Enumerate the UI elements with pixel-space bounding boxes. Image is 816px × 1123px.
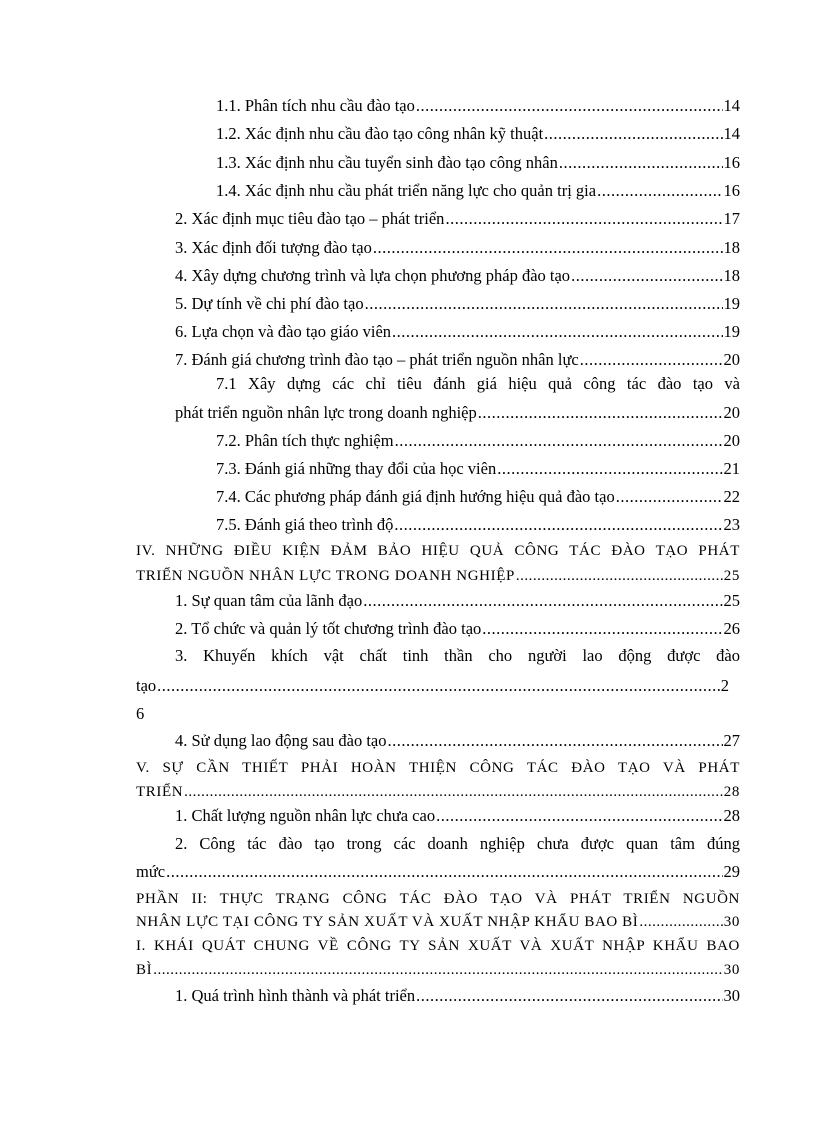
toc-entry-label: BÌ	[136, 962, 153, 978]
dot-leader	[639, 910, 722, 934]
dot-leader	[516, 564, 723, 588]
dot-leader	[153, 958, 723, 982]
toc-page-number: 30	[723, 914, 740, 930]
dot-leader	[166, 860, 722, 884]
toc-entry	[136, 780, 740, 804]
toc-entry	[175, 729, 740, 753]
toc-page-number: 14	[723, 96, 740, 115]
toc-entry-label: 7.2. Phân tích thực nghiệm	[216, 431, 394, 450]
toc-page-number: 16	[723, 153, 740, 172]
toc-entry-label: 7.3. Đánh giá những thay đổi của học viên	[216, 459, 497, 478]
toc-entry-label: 2. Xác định mục tiêu đào tạo – phát triển	[175, 209, 445, 228]
toc-entry-label: 1. Sự quan tâm của lãnh đạo	[175, 591, 363, 610]
toc-entry	[175, 984, 740, 1008]
dot-leader	[365, 292, 723, 316]
toc-entry-first-line: V. SỰ CẦN THIẾT PHẢI HOÀN THIỆN CÔNG TÁC ĐÀO TẠO VÀ PHÁT	[136, 760, 740, 776]
toc-page-number: 19	[723, 322, 740, 341]
toc-entry-label: phát triển nguồn nhân lực trong doanh nghiệp	[175, 403, 477, 422]
toc-page-number: 22	[723, 487, 740, 506]
toc-entry-label: 7. Đánh giá chương trình đào tạo – phát triển nguồn nhân lực	[175, 350, 579, 369]
dot-leader	[388, 729, 723, 753]
dot-leader	[497, 457, 722, 481]
dot-leader	[416, 984, 722, 1008]
dot-leader	[597, 179, 722, 203]
toc-entry-label: NHÂN LỰC TẠI CÔNG TY SẢN XUẤT VÀ XUẤT NHẬP KHẨU BAO BÌ	[136, 914, 639, 930]
toc-page-number: 25	[723, 591, 740, 610]
toc-page-number: 14	[723, 124, 740, 143]
toc-page-number: 26	[723, 619, 740, 638]
dot-leader	[580, 348, 723, 372]
toc-entry-label: 5. Dự tính về chi phí đào tạo	[175, 294, 364, 313]
dot-leader	[544, 122, 722, 146]
toc-entry-label: 4. Sử dụng lao động sau đào tạo	[175, 731, 387, 750]
toc-entry	[136, 860, 740, 884]
toc-entry-first-line: I. KHÁI QUÁT CHUNG VỀ CÔNG TY SẢN XUẤT VÀ XUẤT NHẬP KHẨU BAO	[136, 938, 740, 954]
dot-leader	[478, 401, 723, 425]
dot-leader	[363, 589, 722, 613]
toc-entry-label: 6. Lựa chọn và đào tạo giáo viên	[175, 322, 392, 341]
toc-entry-label: 1.2. Xác định nhu cầu đào tạo công nhân kỹ thuật	[216, 124, 544, 143]
toc-entry-label: 7.4. Các phương pháp đánh giá định hướng hiệu quả đào tạo	[216, 487, 615, 506]
toc-page-number: 18	[723, 266, 740, 285]
toc-entry	[216, 485, 740, 509]
dot-leader	[445, 207, 722, 231]
toc-page-number: 29	[723, 862, 740, 881]
toc-page-number: 30	[723, 986, 740, 1005]
dot-leader	[571, 264, 722, 288]
toc-entry	[136, 958, 740, 982]
toc-entry-first-line: IV. NHỮNG ĐIỀU KIỆN ĐẢM BẢO HIỆU QUẢ CÔNG TÁC ĐÀO TẠO PHÁT	[136, 543, 740, 559]
toc-entry	[175, 617, 740, 641]
toc-entry	[216, 513, 740, 537]
toc-entry	[216, 122, 740, 146]
toc-entry	[175, 236, 740, 260]
dot-leader	[373, 236, 723, 260]
toc-entry	[175, 589, 740, 613]
toc-page-number: 18	[723, 238, 740, 257]
toc-entry-label: 1. Chất lượng nguồn nhân lực chưa cao	[175, 806, 436, 825]
toc-entry	[175, 804, 740, 828]
dot-leader	[559, 151, 723, 175]
dot-leader	[395, 429, 723, 453]
toc-entry-first-line: 2. Công tác đào tạo trong các doanh nghiệp chưa được quan tâm đúng	[175, 834, 740, 853]
toc-page-number: 28	[723, 784, 740, 800]
toc-page-number: 20	[723, 350, 740, 369]
toc-entry	[216, 179, 740, 203]
toc-entry	[136, 674, 729, 698]
dot-leader	[436, 804, 722, 828]
toc-entry-first-line: PHẦN II: THỰC TRẠNG CÔNG TÁC ĐÀO TẠO VÀ PHÁT TRIỂN NGUỒN	[136, 891, 740, 907]
toc-page-number: 25	[723, 568, 740, 584]
toc-entry-label: 1.3. Xác định nhu cầu tuyển sinh đào tạo công nhân	[216, 153, 558, 172]
toc-page-number: 17	[723, 209, 740, 228]
toc-entry	[216, 429, 740, 453]
toc-page-number: 19	[723, 294, 740, 313]
toc-entry-label: 4. Xây dựng chương trình và lựa chọn phương pháp đào tạo	[175, 266, 571, 285]
toc-entry-label: 1.4. Xác định nhu cầu phát triển năng lực cho quản trị gia	[216, 181, 597, 200]
toc-page-number: 27	[723, 731, 740, 750]
toc-entry-first-line: 7.1 Xây dựng các chỉ tiêu đánh giá hiệu quả công tác đào tạo và	[216, 374, 740, 393]
toc-entry-label: TRIỂN	[136, 784, 184, 800]
toc-entry-label: TRIỂN NGUỒN NHÂN LỰC TRONG DOANH NGHIỆP	[136, 568, 515, 584]
toc-entry-first-line: 3. Khuyến khích vật chất tinh thần cho người lao động được đào	[175, 646, 740, 665]
dot-leader	[416, 94, 723, 118]
toc-entry-label: 2. Tổ chức và quản lý tốt chương trình đào tạo	[175, 619, 482, 638]
dot-leader	[157, 674, 720, 698]
dot-leader	[184, 780, 723, 804]
toc-entry	[216, 151, 740, 175]
dot-leader	[392, 320, 722, 344]
toc-entry	[136, 564, 740, 588]
toc-entry	[175, 320, 740, 344]
toc-entry-label: 1.1. Phân tích nhu cầu đào tạo	[216, 96, 415, 115]
toc-entry-label: mức	[136, 862, 166, 881]
toc-entry	[175, 207, 740, 231]
toc-page-number: 20	[723, 403, 740, 422]
toc-entry-label: 1. Quá trình hình thành và phát triển	[175, 986, 416, 1005]
toc-page-number: 23	[723, 515, 740, 534]
toc-entry	[175, 264, 740, 288]
toc-entry	[175, 401, 740, 425]
dot-leader	[616, 485, 723, 509]
toc-page-number: 28	[723, 806, 740, 825]
toc-entry-label: 3. Xác định đối tượng đào tạo	[175, 238, 372, 257]
toc-entry	[175, 292, 740, 316]
toc-page-number: 16	[723, 181, 740, 200]
toc-page-number-wrap: 6	[136, 704, 145, 723]
toc-entry	[175, 348, 740, 372]
toc-entry-label: 7.5. Đánh giá theo trình độ	[216, 515, 394, 534]
dot-leader	[394, 513, 722, 537]
toc-page-number: 2	[720, 676, 729, 695]
toc-entry	[136, 910, 740, 934]
toc-entry-label: tạo	[136, 676, 157, 695]
dot-leader	[482, 617, 722, 641]
toc-page-number: 30	[723, 962, 740, 978]
toc-entry	[216, 94, 740, 118]
toc-page-number: 21	[723, 459, 740, 478]
toc-entry	[216, 457, 740, 481]
toc-page-number: 20	[723, 431, 740, 450]
